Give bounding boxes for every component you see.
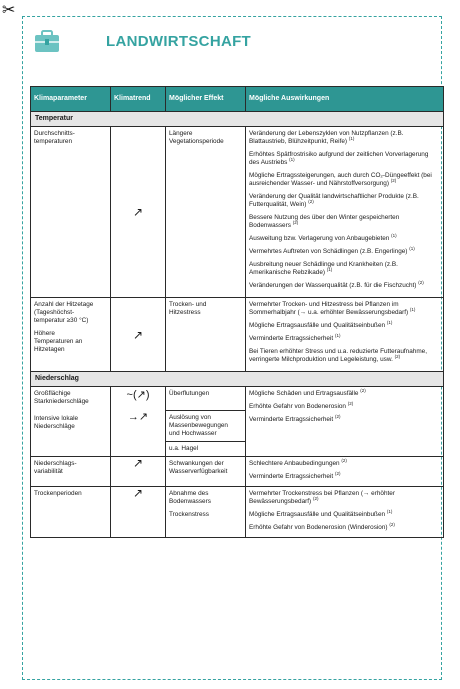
param-cell bbox=[31, 127, 111, 298]
impact-item: Erhöhte Gefahr von Bodenerosion (Winderosion) $^{(2)}$ bbox=[249, 521, 395, 531]
trend-cell bbox=[111, 387, 166, 457]
scissors-icon: ✂ bbox=[2, 0, 16, 19]
impact-item: Mögliche Schäden und Ertragsausfälle $^{(2)}$ bbox=[249, 387, 366, 397]
table-row bbox=[31, 487, 444, 538]
param-cell bbox=[31, 298, 111, 372]
impacts-cell bbox=[246, 127, 444, 298]
impact-item: Vermehrter Trockenstress bei Pflanzen (→ erhöhter Bewässerungsbedarf) $^{(2)}$ bbox=[249, 490, 395, 505]
impact-item: Erhöhtes Spätfrostrisiko aufgrund der zeitlichen Vorverlagerung des Austriebs $^{(1)}$ bbox=[249, 151, 429, 166]
impact-item: Bei Tieren erhöhter Stress und u.a. reduzierte Futteraufnahme, verringerte Milchproduktion und Legeleistung, usw. $^{(2)}$ bbox=[249, 348, 427, 363]
impact-item: Schlechtere Anbaubedingungen $^{(2)}$ bbox=[249, 457, 347, 467]
effect-label: Längere Vegetationsperiode bbox=[169, 130, 224, 145]
trend-right-up-icon: →↗ bbox=[127, 411, 149, 423]
climate-impact-table bbox=[30, 86, 444, 538]
impact-item: Mögliche Ertragssteigerungen, auch durch CO₂-Düngeeffekt (bei ausreichender Wasser- und Nährstoffversorgung) $^{(2)}$ bbox=[249, 172, 432, 187]
table-row bbox=[31, 127, 444, 298]
effect-cell bbox=[166, 298, 246, 372]
trend-cell bbox=[111, 457, 166, 487]
section-row-niederschlag bbox=[31, 372, 444, 387]
trend-approx-up-icon: ~(↗) bbox=[126, 389, 150, 401]
impact-item: Veränderungen der Wasserqualität (z.B. für die Fischzucht) $^{(2)}$ bbox=[249, 279, 424, 289]
param-label: Trockenperioden bbox=[34, 490, 82, 497]
trend-up-icon: ↗ bbox=[132, 327, 144, 342]
trend-cell bbox=[111, 127, 166, 298]
effect-label: Überflutungen bbox=[169, 390, 210, 397]
trend-cell bbox=[111, 298, 166, 372]
impact-item: Mögliche Ertragsausfälle und Qualitätseinbußen $^{(1)}$ bbox=[249, 508, 393, 518]
impact-item: Mögliche Ertragsausfälle und Qualitätseinbußen $^{(1)}$ bbox=[249, 319, 393, 329]
effect-cell bbox=[166, 487, 246, 538]
impact-item: Vermehrter Trocken- und Hitzestress bei Pflanzen im Sommerhalbjahr (→ u.a. erhöhter Bewässerungsbedarf) $^{(1)}$ bbox=[249, 301, 416, 316]
table-row bbox=[31, 387, 444, 457]
impact-item: Vermehrtes Auftreten von Schädlingen (z.B. Engerlinge) $^{(1)}$ bbox=[249, 245, 415, 255]
impacts-cell bbox=[246, 387, 444, 457]
effect-label: Abnahme des Bodenwassers bbox=[169, 490, 211, 505]
column-header-klimaparameter: Klimaparameter bbox=[31, 87, 111, 112]
impact-item: Verminderte Ertragssicherheit $^{(2)}$ bbox=[249, 470, 341, 480]
impact-item: Verminderte Ertragssicherheit $^{(2)}$ bbox=[249, 413, 341, 423]
trend-up-icon: ↗ bbox=[132, 205, 144, 219]
effect-label: Trocken- und Hitzestress bbox=[169, 301, 207, 316]
param-label: Anzahl der Hitzetage (Tageshöchst- temperatur ≥30 °C) bbox=[34, 301, 94, 324]
impact-item: Ausbreitung neuer Schädlinge und Krankheiten (z.B. Amerikanische Rebzikade) $^{(1)}$ bbox=[249, 261, 398, 276]
param-label: Niederschlags- variabilität bbox=[34, 460, 77, 475]
effect-cell bbox=[166, 457, 246, 487]
trend-cell bbox=[111, 487, 166, 538]
param-label: Durchschnitts- temperaturen bbox=[34, 130, 75, 145]
section-label: Niederschlag bbox=[31, 372, 444, 387]
param-label: Großflächige Starkniederschläge bbox=[34, 390, 89, 405]
table-header-row bbox=[31, 87, 444, 112]
impact-item: Veränderung der Lebenszyklen von Nutzpflanzen (z.B. Blattaustrieb, Blühzeitpunkt, Reife) $^{(1)}$ bbox=[249, 130, 404, 145]
impact-item: Erhöhte Gefahr von Bodenerosion $^{(2)}$ bbox=[249, 400, 354, 410]
trend-up-icon: ↗ bbox=[132, 456, 144, 470]
column-header-auswirkungen: Mögliche Auswirkungen bbox=[246, 87, 444, 112]
impact-item: Verminderte Ertragssicherheit $^{(1)}$ bbox=[249, 332, 341, 342]
table-row bbox=[31, 298, 444, 372]
impacts-cell bbox=[246, 298, 444, 372]
param-label: Intensive lokale Niederschläge bbox=[34, 415, 79, 430]
impacts-cell bbox=[246, 457, 444, 487]
effect-cell bbox=[166, 387, 246, 457]
param-cell bbox=[31, 457, 111, 487]
column-header-effekt: Möglicher Effekt bbox=[166, 87, 246, 112]
trend-up-icon: ↗ bbox=[132, 486, 144, 500]
page-title: LANDWIRTSCHAFT bbox=[106, 33, 252, 50]
effect-label: Auslösung von Massenbewegungen und Hochwasser bbox=[166, 410, 245, 441]
impact-item: Bessere Nutzung des über den Winter gespeicherten Bodenwassers $^{(2)}$ bbox=[249, 214, 400, 229]
impact-item: Veränderung der Qualität landwirtschaftlicher Produkte (z.B. Futterqualität, Wein) $^{(2)}$ bbox=[249, 193, 419, 208]
effect-label: Schwankungen der Wasserverfügbarkeit bbox=[169, 460, 228, 475]
impact-item: Ausweitung bzw. Verlagerung von Anbaugebieten $^{(1)}$ bbox=[249, 232, 397, 242]
table-row bbox=[31, 457, 444, 487]
column-header-klimatrend: Klimatrend bbox=[111, 87, 166, 112]
effect-cell bbox=[166, 127, 246, 298]
section-row-temperatur bbox=[31, 112, 444, 127]
section-label: Temperatur bbox=[31, 112, 444, 127]
effect-label: u.a. Hagel bbox=[166, 441, 245, 456]
effect-label: Trockenstress bbox=[169, 511, 209, 518]
briefcase-icon bbox=[33, 28, 61, 54]
param-cell bbox=[31, 387, 111, 457]
param-cell bbox=[31, 487, 111, 538]
impacts-cell bbox=[246, 487, 444, 538]
param-label: Höhere Temperaturen an Hitzetagen bbox=[34, 330, 83, 353]
